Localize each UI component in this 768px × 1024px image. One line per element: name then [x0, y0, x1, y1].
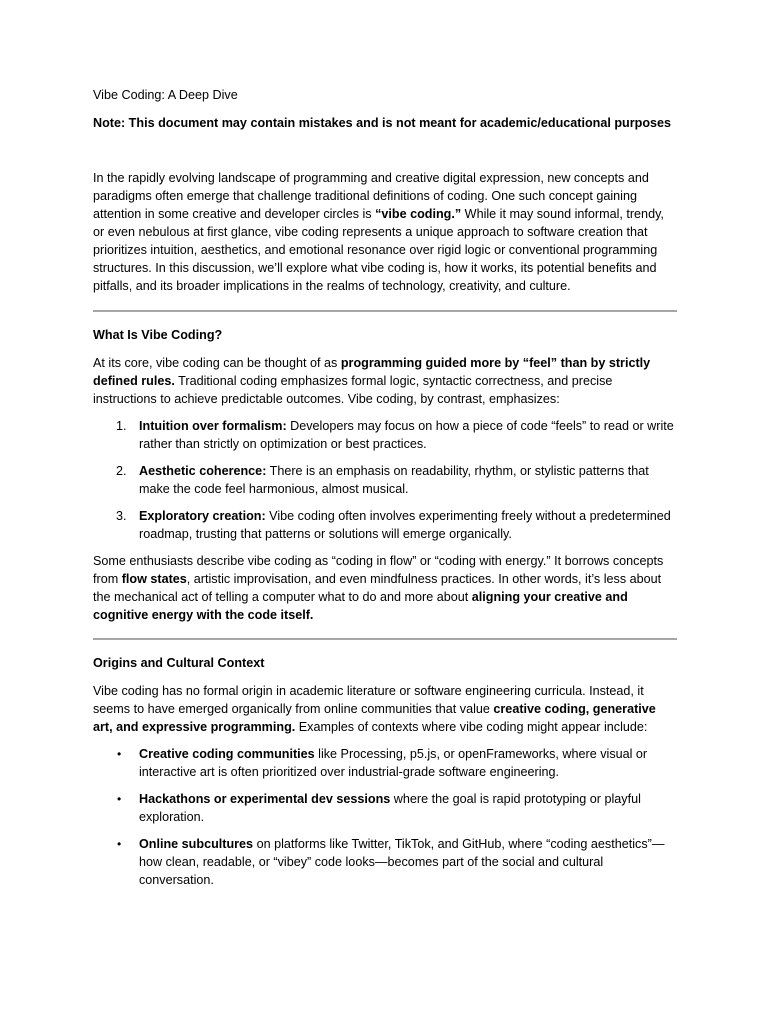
section-heading-what: What Is Vibe Coding?	[93, 328, 223, 342]
section-heading-origins: Origins and Cultural Context	[93, 656, 265, 670]
list-item-text: There is an emphasis on readability, rhythm, or stylistic patterns that make the code feel harmonious, almost musical.	[139, 464, 649, 496]
bullet-list	[93, 745, 677, 889]
paragraph-text: Some enthusiasts describe vibe coding as “coding in flow” or “coding with energy.” It borrows concepts from	[93, 554, 664, 586]
paragraph-bold-text: flow states	[121, 572, 187, 586]
origins-paragraph	[93, 682, 677, 736]
paragraph-text: Vibe coding has no formal origin in academic literature or software engineering curricula. Instead, it seems to have emerged organically from online communities that value	[93, 684, 644, 716]
list-item	[93, 507, 677, 543]
list-number: 3.	[116, 509, 127, 523]
paragraph-text: , artistic improvisation, and even mindfulness practices. In other words, it’s less about the mechanical act of telling a computer what to do and more about	[93, 572, 662, 604]
list-item-term: Aesthetic coherence:	[139, 464, 267, 478]
list-item-text: Vibe coding often involves experimenting freely without a predetermined roadmap, trusting that patterns or solutions will emerge organically.	[139, 509, 671, 541]
list-item-text: on platforms like Twitter, TikTok, and GitHub, where “coding aesthetics”—how clean, readable, or “vibey” code looks—becomes part of the social and cultural conversation.	[139, 837, 665, 887]
list-item	[93, 790, 677, 826]
document-body	[93, 86, 677, 898]
document-title: Vibe Coding: A Deep Dive	[93, 88, 238, 102]
list-item	[93, 462, 677, 498]
section-divider	[93, 310, 677, 312]
disclaimer-note: Note: This document may contain mistakes and is not meant for academic/educational purposes	[93, 116, 672, 130]
bullet-icon: •	[117, 837, 122, 851]
paragraph-text: Examples of contexts where vibe coding might appear include:	[295, 720, 648, 734]
paragraph-bold-text: aligning your creative and cognitive energy with the code itself.	[93, 590, 628, 622]
list-item-term: Creative coding communities	[139, 747, 315, 761]
list-number: 2.	[116, 464, 127, 478]
list-item	[93, 745, 677, 781]
paragraph-text: Traditional coding emphasizes formal logic, syntactic correctness, and precise instructions to achieve predictable outcomes. Vibe coding, by contrast, emphasizes:	[93, 374, 613, 406]
bullet-icon: •	[117, 747, 122, 761]
intro-text: While it may sound informal, trendy, or even nebulous at first glance, vibe coding represents a unique approach to software creation that prioritizes intuition, aesthetics, and emotional resonance over rigid logic or conventional programming structures. In this discussion, we’ll explore what vibe coding is, how it works, its potential benefits and pitfalls, and its broader implications in the realms of technology, creativity, and culture.	[93, 207, 664, 293]
list-item-term: Online subcultures	[139, 837, 254, 851]
section-divider	[93, 638, 677, 640]
list-item	[93, 417, 677, 453]
list-item-text: where the goal is rapid prototyping or playful exploration.	[139, 792, 641, 824]
list-item-text: Developers may focus on how a piece of code “feels” to read or write rather than strictly on optimization or best practices.	[139, 419, 674, 451]
numbered-list	[93, 417, 677, 543]
intro-bold-term: “vibe coding.”	[375, 207, 462, 221]
what-paragraph-2	[93, 552, 677, 624]
list-item-term: Exploratory creation:	[139, 509, 266, 523]
list-number: 1.	[116, 419, 127, 433]
paragraph-bold-text: programming guided more by “feel” than by strictly defined rules.	[93, 356, 651, 388]
what-paragraph	[93, 354, 677, 408]
paragraph-bold-text: creative coding, generative art, and expressive programming.	[93, 702, 656, 734]
list-item-text: like Processing, p5.js, or openFrameworks, where visual or interactive art is often prioritized over industrial-grade software engineering.	[139, 747, 648, 779]
intro-text: In the rapidly evolving landscape of programming and creative digital expression, new concepts and paradigms often emerge that challenge traditional definitions of coding. One such concept gaining attention in some creative and developer circles is	[93, 171, 649, 221]
bullet-icon: •	[117, 792, 122, 806]
list-item-term: Intuition over formalism:	[139, 419, 287, 433]
list-item-term: Hackathons or experimental dev sessions	[139, 792, 391, 806]
list-item	[93, 835, 677, 889]
intro-paragraph	[93, 169, 677, 295]
paragraph-text: At its core, vibe coding can be thought of as	[93, 356, 341, 370]
